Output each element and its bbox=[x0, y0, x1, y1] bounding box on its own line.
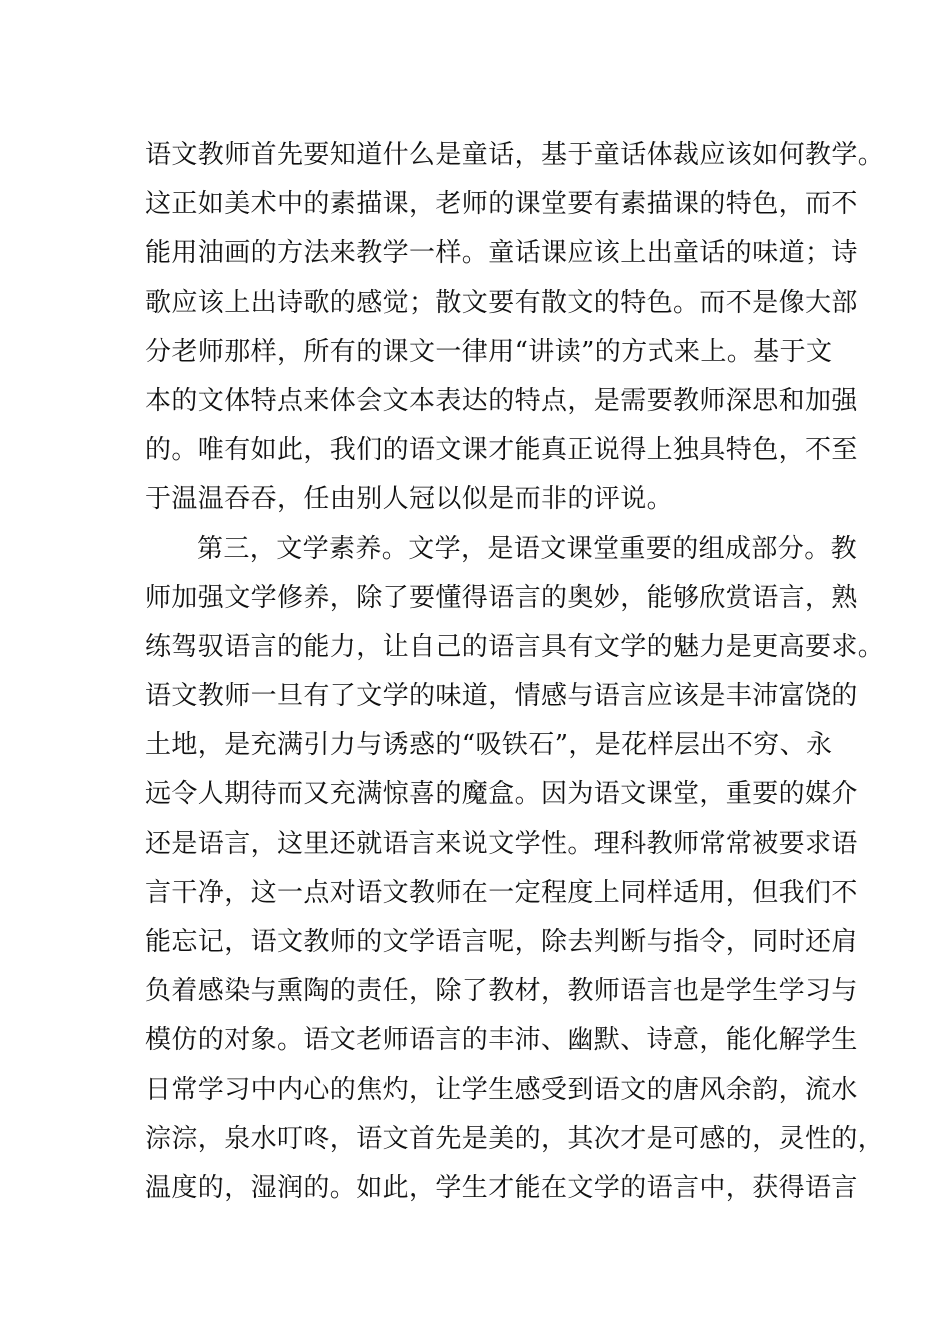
text-line: 这正如美术中的素描课，老师的课堂要有素描课的特色，而不 bbox=[145, 189, 858, 220]
text-line: 言干净，这一点对语文教师在一定程度上同样适用，但我们不 bbox=[145, 877, 858, 908]
document-body bbox=[145, 131, 885, 1213]
text-line: 日常学习中内心的焦灼，让学生感受到语文的唐风余韵，流水 bbox=[145, 1074, 858, 1105]
text-line: 淙淙，泉水叮咚，语文首先是美的，其次才是可感的，灵性的， bbox=[145, 1123, 885, 1154]
text-line: 于温温吞吞，任由别人冠以似是而非的评说。 bbox=[145, 484, 674, 515]
text-line: 负着感染与熏陶的责任，除了教材，教师语言也是学生学习与 bbox=[145, 976, 858, 1007]
text-line: 能用油画的方法来教学一样。童话课应该上出童话的味道；诗 bbox=[145, 238, 858, 269]
text-line: 模仿的对象。语文老师语言的丰沛、幽默、诗意，能化解学生 bbox=[145, 1025, 858, 1056]
text-line: 第三，文学素养。文学，是语文课堂重要的组成部分。教 bbox=[197, 533, 858, 564]
text-line: 分老师那样，所有的课文一律用“讲读”的方式来上。基于文 bbox=[145, 336, 833, 367]
text-line: 远令人期待而又充满惊喜的魔盒。因为语文课堂，重要的媒介 bbox=[145, 779, 858, 810]
text-line: 语文教师首先要知道什么是童话，基于童话体裁应该如何教学。 bbox=[145, 140, 885, 170]
text-line: 土地，是充满引力与诱惑的“吸铁石”，是花样层出不穷、永 bbox=[145, 730, 833, 761]
text-line: 师加强文学修养，除了要懂得语言的奥妙，能够欣赏语言，熟 bbox=[145, 582, 858, 613]
text-line: 练驾驭语言的能力，让自己的语言具有文学的魅力是更高要求。 bbox=[145, 631, 885, 662]
text-line: 的。唯有如此，我们的语文课才能真正说得上独具特色，不至 bbox=[145, 435, 858, 466]
text-line: 能忘记，语文教师的文学语言呢，除去判断与指令，同时还肩 bbox=[145, 927, 858, 957]
paragraph-1 bbox=[145, 131, 885, 525]
text-line: 语文教师一旦有了文学的味道，情感与语言应该是丰沛富饶的 bbox=[145, 681, 858, 712]
text-line: 还是语言，这里还就语言来说文学性。理科教师常常被要求语 bbox=[145, 828, 858, 859]
text-line: 本的文体特点来体会文本表达的特点，是需要教师深思和加强 bbox=[145, 385, 858, 416]
paragraph-2 bbox=[145, 525, 885, 1214]
text-line: 温度的，湿润的。如此，学生才能在文学的语言中，获得语言 bbox=[145, 1172, 858, 1203]
text-line: 歌应该上出诗歌的感觉；散文要有散文的特色。而不是像大部 bbox=[145, 287, 858, 318]
